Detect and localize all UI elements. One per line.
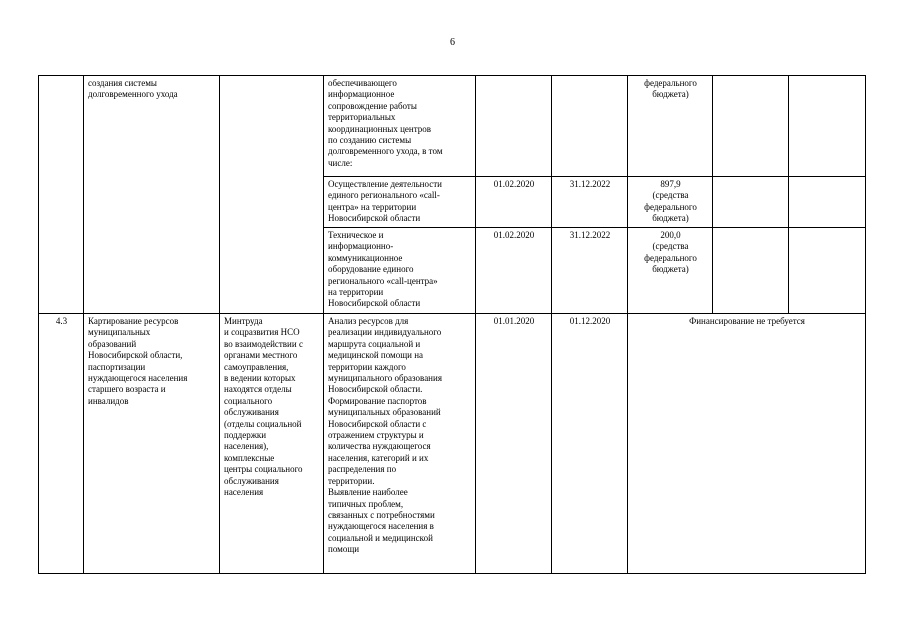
cell-end-date: 31.12.2022: [552, 228, 628, 314]
cell-content: [324, 76, 476, 177]
cell-event: [84, 314, 220, 574]
page-number: 6: [450, 37, 455, 48]
cell-funding: [628, 76, 713, 177]
cell-start-date: 01.02.2020: [476, 177, 552, 228]
cell-text-line: информационное: [328, 89, 395, 100]
cell-text-line: Новосибирской области.: [328, 384, 423, 395]
cell-text-line: обеспечивающего: [328, 78, 397, 88]
cell-text-line: на территории: [328, 287, 384, 298]
cell-end-date: 31.12.2022: [552, 177, 628, 228]
cell-text-line: Новосибирской области,: [88, 350, 183, 361]
cell-text-line: Минтруда: [224, 316, 263, 326]
cell-text-line: старшего возраста и: [88, 384, 166, 395]
cell-text-line: сопровождение работы: [328, 100, 417, 111]
cell-text-line: Выявление наиболее: [328, 487, 408, 498]
cell-extra-1: [713, 228, 789, 314]
cell-text-line: оборудование единого: [328, 264, 414, 275]
cell-end-date: 01.12.2020: [552, 314, 628, 574]
cell-text-line: территории каждого: [328, 361, 406, 372]
cell-text-line: Анализ ресурсов для: [328, 316, 409, 326]
cell-text-line: территории.: [328, 475, 375, 486]
cell-text-line: отражением структуры и: [328, 430, 424, 441]
cell-text-line: федерального: [644, 78, 697, 88]
table-row: [39, 314, 866, 574]
cell-number: 4.3: [39, 314, 84, 574]
cell-text-line: во взаимодействии с: [224, 338, 303, 349]
cell-executor: [220, 76, 324, 314]
cell-text-line: Осуществление деятельности: [328, 179, 442, 189]
cell-content: [324, 228, 476, 314]
cell-executor: [220, 314, 324, 574]
cell-text-line: Техническое и: [328, 230, 384, 240]
cell-text-line: Новосибирской области: [328, 298, 421, 309]
cell-content: [324, 314, 476, 574]
cell-text-line: Новосибирской области: [328, 213, 421, 224]
cell-text-line: инвалидов: [88, 395, 129, 406]
cell-text-line: органами местного: [224, 350, 298, 361]
cell-text-line: обслуживания: [224, 407, 279, 418]
cell-extra-2: [789, 228, 866, 314]
cell-extra-2: [789, 76, 866, 177]
cell-text-line: регионального «call-центра»: [328, 275, 438, 286]
cell-text-line: коммуникационное: [328, 252, 403, 263]
cell-text-line: населения, категорий и их: [328, 452, 429, 463]
cell-text-line: количества нуждающегося: [328, 441, 431, 452]
cell-text-line: единого регионального «call-: [328, 190, 440, 201]
cell-text-line: распределения по: [328, 464, 397, 475]
cell-number: [39, 76, 84, 314]
cell-text-line: населения: [224, 487, 264, 498]
cell-text-line: (отделы социальной: [224, 418, 302, 429]
cell-extra-2: [789, 177, 866, 228]
cell-text-line: по созданию системы: [328, 135, 412, 146]
cell-text-line: бюджета): [652, 213, 689, 224]
cell-start-date: 01.02.2020: [476, 228, 552, 314]
cell-text-line: связанных с потребностями: [328, 509, 435, 520]
cell-end-date: [552, 76, 628, 177]
cell-text-line: социальной и медицинской: [328, 532, 433, 543]
cell-text-line: обслуживания: [224, 475, 279, 486]
cell-text-line: населения),: [224, 441, 269, 452]
cell-text-line: помощи: [328, 544, 360, 555]
cell-text-line: нуждающегося населения в: [328, 521, 434, 532]
cell-text-line: числе:: [328, 157, 353, 168]
cell-text-line: бюджета): [652, 89, 689, 100]
cell-event: [84, 76, 220, 314]
cell-text-line: и соцразвития НСО: [224, 327, 300, 338]
cell-text-line: территориальных: [328, 112, 396, 123]
cell-text-line: самоуправления,: [224, 361, 289, 372]
cell-text-line: долговременного ухода: [88, 89, 178, 100]
cell-text-line: находятся отделы: [224, 384, 292, 395]
cell-text-line: в ведении которых: [224, 373, 296, 384]
cell-funding-merged: Финансирование не требуется: [628, 314, 866, 574]
cell-text-line: федерального: [644, 201, 697, 212]
cell-text-line: образований: [88, 338, 137, 349]
cell-content: [324, 177, 476, 228]
cell-text-line: центра» на территории: [328, 201, 417, 212]
cell-text-line: типичных проблем,: [328, 498, 404, 509]
activity-plan-table: [38, 75, 866, 574]
table-row: [39, 76, 866, 177]
cell-text-line: поддержки: [224, 430, 267, 441]
cell-text-line: социального: [224, 395, 273, 406]
cell-extra-1: [713, 76, 789, 177]
cell-extra-1: [713, 177, 789, 228]
cell-text-line: муниципальных образований: [328, 407, 441, 418]
cell-text-line: муниципального образования: [328, 373, 442, 384]
cell-text-line: центры социального: [224, 464, 303, 475]
cell-text-line: информационно-: [328, 241, 394, 252]
cell-text-line: маршрута социальной и: [328, 338, 421, 349]
cell-text-line: паспортизации: [88, 361, 146, 372]
cell-text-line: Формирование паспортов: [328, 395, 427, 406]
cell-text-line: бюджета): [652, 264, 689, 275]
cell-text-line: муниципальных: [88, 327, 151, 338]
cell-text-line: 200,0: [660, 230, 681, 240]
cell-text-line: координационных центров: [328, 123, 431, 134]
cell-text-line: (средства: [652, 241, 689, 252]
cell-funding: [628, 177, 713, 228]
cell-text-line: (средства: [652, 190, 689, 201]
cell-text-line: долговременного ухода, в том: [328, 146, 443, 157]
cell-text-line: Картирование ресурсов: [88, 316, 179, 326]
cell-start-date: 01.01.2020: [476, 314, 552, 574]
cell-text-line: нуждающегося населения: [88, 373, 188, 384]
cell-text-line: медицинской помощи на: [328, 350, 424, 361]
cell-text-line: реализации индивидуального: [328, 327, 442, 338]
cell-text-line: комплексные: [224, 452, 275, 463]
cell-start-date: [476, 76, 552, 177]
cell-text-line: Новосибирской области с: [328, 418, 427, 429]
cell-text-line: федерального: [644, 252, 697, 263]
cell-funding: [628, 228, 713, 314]
cell-text-line: создания системы: [88, 78, 157, 88]
cell-text-line: 897,9: [660, 179, 681, 189]
